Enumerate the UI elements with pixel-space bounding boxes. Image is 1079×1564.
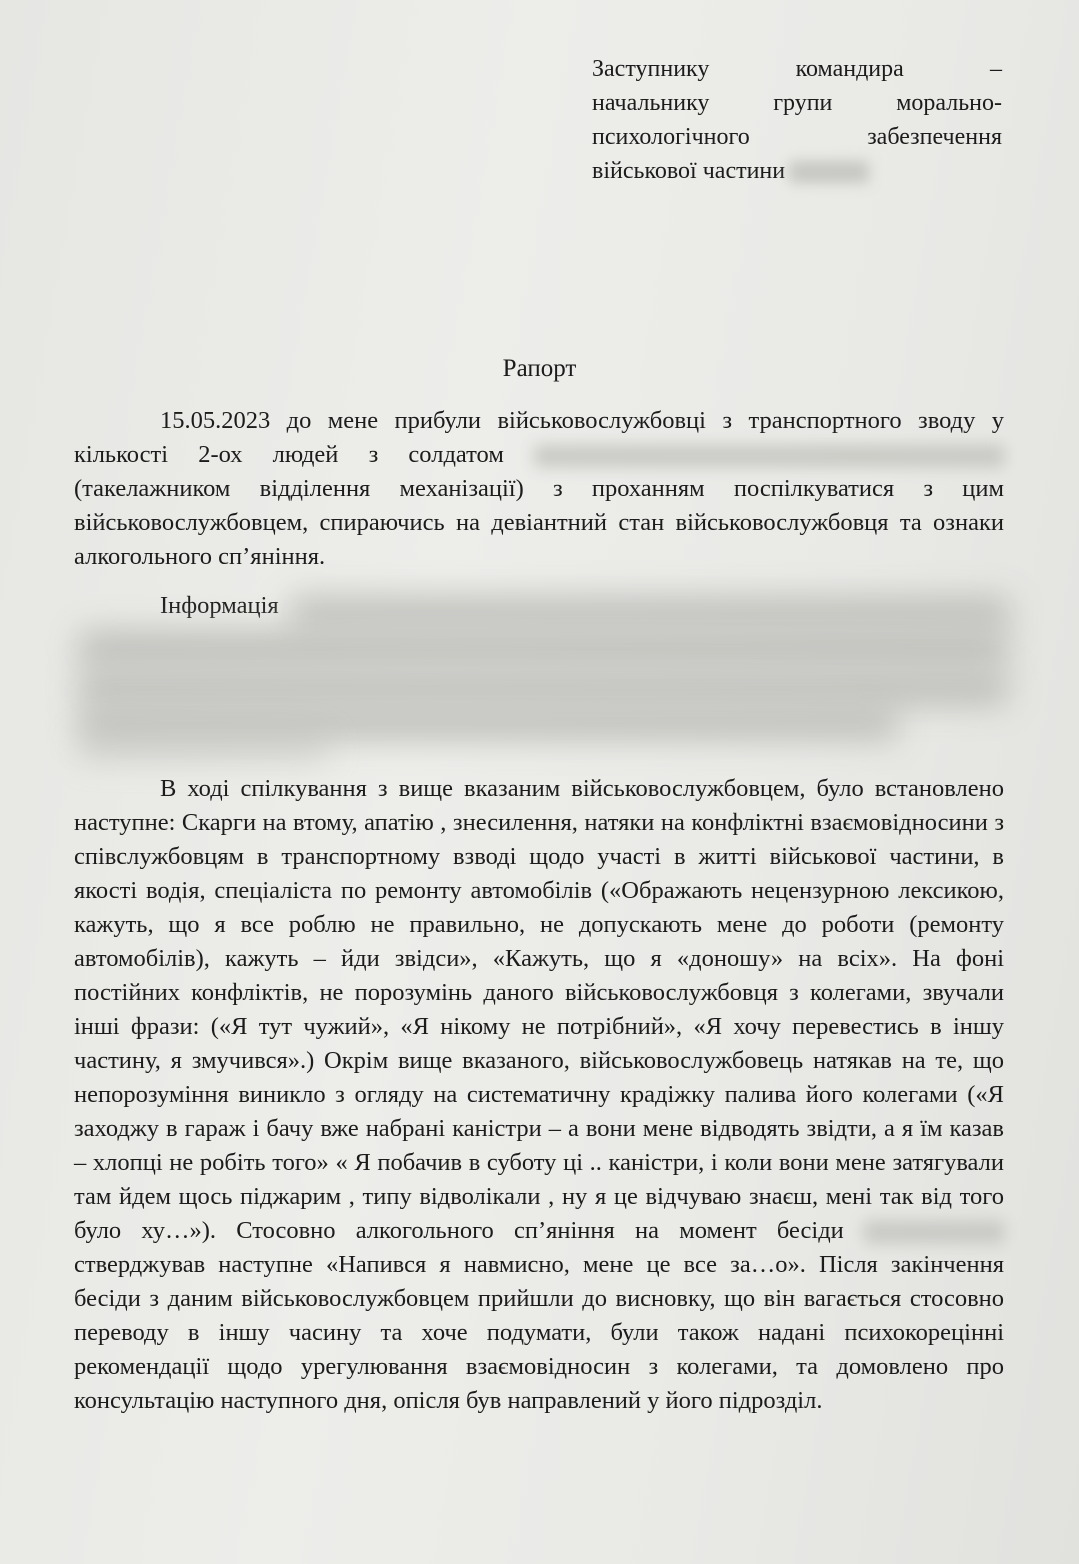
paragraph-1-text <box>74 404 1004 574</box>
redacted-name-2 <box>864 1221 1004 1243</box>
paragraph-3 <box>74 772 1004 1418</box>
paragraph-3-part-2: стверджував наступне «Напився я навмисно, мене це все за…о». Після закінчення бесіди з даним військовослужбовцем прийшли до висновку, що він вагається стосовно переводу в іншу часину та хоче подумати, були також надані психокорецінні рекомендації щодо урегулювання взаємовідносин з колегами, та домовлено про консультацію наступного дня, опісля був направлений у його підрозділ. <box>74 1251 1004 1414</box>
redacted-info-line-1 <box>290 596 1010 630</box>
addressee-block <box>592 52 1002 188</box>
addressee-line-4-text: військової частини <box>592 158 786 184</box>
paragraph-3-text <box>74 772 1004 1418</box>
paragraph-3-part-1: В ході спілкування з вище вказаним військовослужбовцем, було встановлено наступне: Скарги на втому, апатію , знесилення, натяки на конфліктні взаємовідносини з співслужбовцям в транспортному взводі щодо участі в житті військової частини, в якості водія, спеціаліста по ремонту автомобілів («Ображають нецензурною лексикою, кажуть, що я все роблю не правильно, не допускають мене до роботи (ремонту автомобілів), кажуть – йди звідси», «Кажуть, що я «доношу» на всіх». На фоні постійних конфліктів, не порозумінь даного військовослужбовця з колегами, звучали інші фрази: («Я тут чужий», «Я нікому не потрібний», «Я хочу перевестись в іншу частину, я змучився».) Окрім вище вказаного, військовослужбовець натякав на те, що непорозуміння виникло з огляду на систематичну крадіжку палива його колегами («Я заходжу в гараж і бачу вже набрані каністри – а вони мене відводять звідти, а я їм казав – хлопці не робіть того» « Я побачив в суботу ці .. каністри, і коли вони мене затягували там йдем щось піджарим , типу відволікали , ну я це відчуваю знаєш, мені так від того було ху…»). Стосовно алкогольного сп’яніння на момент бесіди <box>74 775 1004 1244</box>
redacted-info-line-2 <box>78 630 1008 668</box>
paragraph-1-part-1: 15.05.2023 до мене прибули військовослужбовці з транспортного зводу у кількості 2-ох людей з солдатом <box>74 407 1004 468</box>
addressee-line-3: психологічного забезпечення <box>592 124 1002 150</box>
addressee-line-1: Заступнику командира – <box>592 56 1002 82</box>
paragraph-1-part-2: (такелажником відділення механізації) з проханням поспілкуватися з цим військовослужбовцем, спираючись на девіантний стан військовослужбовця та ознаки алкогольного сп’яніння. <box>74 475 1004 570</box>
addressee-line-4 <box>592 154 1002 188</box>
redacted-info-line-4 <box>78 706 898 740</box>
redacted-unit-number <box>789 161 869 183</box>
document-title: Рапорт <box>502 355 577 382</box>
paragraph-1 <box>74 404 1004 574</box>
info-label: Інформація <box>160 592 279 619</box>
addressee-line-2: начальнику групи морально- <box>592 90 1002 116</box>
redacted-soldier-name <box>534 445 1004 467</box>
redacted-info-line-3 <box>78 670 1008 706</box>
redacted-info-line-5 <box>78 736 328 758</box>
